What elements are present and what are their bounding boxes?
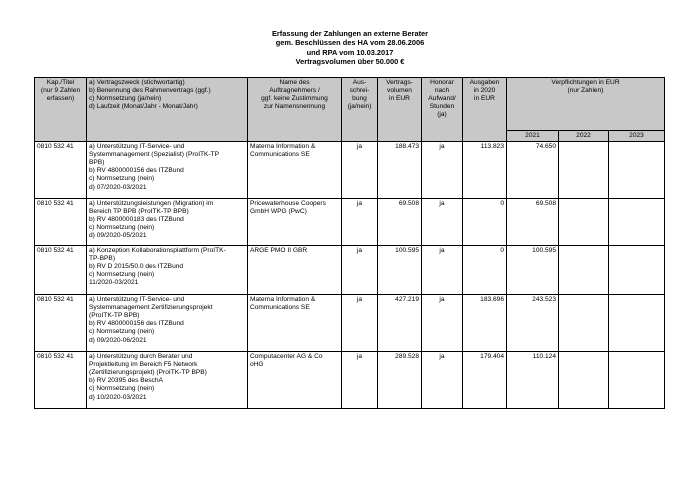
- vertragsvolumen-cell: 427.219: [378, 295, 422, 352]
- header-vertragsvolumen: [378, 78, 422, 142]
- header-line: schrei-: [349, 87, 370, 95]
- description-line: Bereich TP BPB (ProITK-TP BPB): [89, 208, 189, 216]
- header-line: ggf. keine Zustimmung: [261, 95, 328, 103]
- auftragnehmer-cell: [248, 352, 342, 409]
- verpflichtung-2022-cell: [559, 199, 609, 246]
- verpflichtung-2022-cell: [559, 142, 609, 199]
- header-line: Kap./Titel: [46, 79, 75, 86]
- description-line: a) Konzeption Kollaborationsplattform (ProITK-: [89, 247, 226, 255]
- payments-table: [34, 77, 665, 409]
- header-zweck-a: a) Vertragszweck: [89, 79, 140, 86]
- ausgaben-2020-cell: 179.404: [463, 352, 507, 409]
- header-line: Honorar: [430, 79, 454, 86]
- description-line: d) 07/2020-03/2021: [89, 183, 147, 191]
- description-line: (ProITK-TP BPB): [89, 312, 140, 320]
- header-line: in EUR: [389, 95, 410, 103]
- auftragnehmer-line: Materna Information &: [250, 143, 316, 151]
- honorar-cell: ja: [422, 352, 463, 409]
- description-line: d) 09/2020-06/2021: [89, 336, 147, 344]
- table-row: [35, 199, 665, 246]
- header-line: in EUR: [474, 95, 495, 103]
- header-line: (nur 9 Zahlen: [40, 87, 81, 95]
- header-line: Aufwand/: [428, 95, 456, 103]
- vertragszweck-cell: [87, 295, 248, 352]
- description-line: a) Unterstützung durch Berater und: [89, 353, 193, 361]
- description-line: c) Normsetzung (nein): [89, 271, 155, 279]
- verpflichtung-2023-cell: [609, 352, 665, 409]
- auftragnehmer-line: oHG: [250, 361, 264, 369]
- title-line: Erfassung der Zahlungen an externe Berater: [271, 29, 429, 38]
- vertragszweck-cell: [87, 246, 248, 295]
- header-line: Ausgaben: [469, 79, 500, 86]
- vertragszweck-cell: [87, 142, 248, 199]
- header-ausgaben-2020: [463, 78, 507, 142]
- honorar-cell: ja: [422, 295, 463, 352]
- auftragnehmer-cell: [248, 142, 342, 199]
- header-zweck-d: d) Laufzeit (Monat/Jahr - Monat/Jahr): [89, 103, 198, 111]
- verpflichtung-2022-cell: [559, 295, 609, 352]
- header-line: Name des: [279, 79, 310, 86]
- description-line: b) RV 20395 des BeschA: [89, 377, 163, 385]
- description-line: 11/2020-03/2021: [89, 279, 139, 287]
- vertragsvolumen-cell: 289.528: [378, 352, 422, 409]
- ausschreibung-cell: ja: [342, 246, 378, 295]
- header-zweck-c: c) Normsetzung: [89, 95, 136, 103]
- header-line: Aus-: [352, 79, 367, 86]
- header-zweck-b-note: (ggf.): [193, 87, 211, 95]
- kap-titel-cell: 0810 532 41: [35, 352, 87, 409]
- header-auftragnehmer: [248, 78, 342, 142]
- header-line: (nur Zahlen): [567, 87, 604, 95]
- header-honorar: [422, 78, 463, 142]
- auftragnehmer-cell: [248, 246, 342, 295]
- auftragnehmer-line: Materna Information &: [250, 296, 316, 304]
- auftragnehmer-line: ARGE PMO II GBR: [250, 247, 308, 255]
- honorar-cell: ja: [422, 199, 463, 246]
- header-kap-titel: [35, 78, 87, 142]
- description-line: a) Unterstützung IT-Service- und: [89, 143, 185, 151]
- title-line: und RPA vom 10.03.2017: [306, 47, 394, 57]
- verpflichtung-2021-cell: 243.523: [507, 295, 559, 352]
- header-line: in 2020: [473, 87, 496, 95]
- verpflichtung-2023-cell: [609, 246, 665, 295]
- title-line: gem. Beschlüssen des HA vom 28.06.2006: [275, 38, 425, 48]
- title-line: Vertragsvolumen über 50.000 €: [295, 56, 405, 66]
- description-line: b) RV 4800000156 des ITZBund: [89, 320, 184, 328]
- ausgaben-2020-cell: 183.696: [463, 295, 507, 352]
- header-line: (ja/nein): [347, 103, 372, 111]
- header-year-2022: 2022: [559, 131, 609, 142]
- description-line: (Zertifizierungsprojekt) (ProITK-TP BPB): [89, 369, 207, 377]
- verpflichtung-2022-cell: [559, 246, 609, 295]
- honorar-cell: ja: [422, 142, 463, 199]
- vertragsvolumen-cell: 100.595: [378, 246, 422, 295]
- table-body: [35, 142, 665, 409]
- auftragnehmer-line: GmbH WPG (PwC): [250, 208, 307, 216]
- table-row: [35, 295, 665, 352]
- verpflichtung-2022-cell: [559, 352, 609, 409]
- vertragsvolumen-cell: 69.508: [378, 199, 422, 246]
- header-year-2023: 2023: [609, 131, 665, 142]
- verpflichtung-2021-cell: 69.508: [507, 199, 559, 246]
- header-line: zur Namensnennung: [263, 103, 326, 111]
- table-row: [35, 246, 665, 295]
- vertragszweck-cell: [87, 199, 248, 246]
- ausschreibung-cell: ja: [342, 142, 378, 199]
- description-line: c) Normsetzung (nein): [89, 224, 155, 232]
- auftragnehmer-line: Pricewaterhouse Coopers: [250, 200, 326, 208]
- ausgaben-2020-cell: 113.823: [463, 142, 507, 199]
- header-line: erfassen): [46, 95, 75, 103]
- verpflichtung-2021-cell: 100.595: [507, 246, 559, 295]
- description-line: c) Normsetzung (nein): [89, 385, 155, 393]
- vertragszweck-cell: [87, 352, 248, 409]
- verpflichtung-2021-cell: 110.124: [507, 352, 559, 409]
- kap-titel-cell: 0810 532 41: [35, 295, 87, 352]
- verpflichtung-2021-cell: 74.650: [507, 142, 559, 199]
- header-line: volumen: [387, 87, 412, 95]
- ausschreibung-cell: ja: [342, 199, 378, 246]
- description-line: TP-BPB): [89, 255, 116, 263]
- honorar-cell: ja: [422, 246, 463, 295]
- description-line: Systemmanagement Zertifizierungsprojekt: [89, 304, 213, 312]
- header-line: Verpflichtungen in EUR: [551, 79, 620, 86]
- kap-titel-cell: 0810 532 41: [35, 142, 87, 199]
- ausschreibung-cell: ja: [342, 295, 378, 352]
- verpflichtung-2023-cell: [609, 295, 665, 352]
- description-line: c) Normsetzung (nein): [89, 328, 155, 336]
- auftragnehmer-cell: [248, 295, 342, 352]
- description-line: b) RV D 2015/50.0 des ITZBund: [89, 263, 184, 271]
- table-row: [35, 142, 665, 199]
- description-line: d) 10/2020-03/2021: [89, 393, 147, 401]
- kap-titel-cell: 0810 532 41: [35, 246, 87, 295]
- vertragsvolumen-cell: 188.473: [378, 142, 422, 199]
- header-line: bung: [352, 95, 367, 103]
- verpflichtung-2023-cell: [609, 199, 665, 246]
- description-line: d) 09/2020-05/2021: [89, 232, 147, 240]
- auftragnehmer-line: Communications SE: [250, 151, 310, 159]
- description-line: Projektleitung im Bereich F5 Network: [89, 361, 198, 369]
- kap-titel-cell: 0810 532 41: [35, 199, 87, 246]
- description-line: a) Unterstützungsleistungen (Migration) im: [89, 200, 214, 208]
- header-ausschreibung: [342, 78, 378, 142]
- header-line: Stunden: [429, 103, 455, 111]
- header-line: nach: [434, 87, 450, 95]
- auftragnehmer-line: Computacenter AG & Co: [250, 353, 323, 361]
- header-year-2021: 2021: [507, 131, 559, 142]
- table-row: [35, 352, 665, 409]
- page-title: [0, 29, 700, 66]
- header-line: Auftragnehmers /: [269, 87, 320, 95]
- ausgaben-2020-cell: 0: [463, 199, 507, 246]
- header-zweck-a-note: (stichwortartig): [139, 79, 185, 86]
- header-zweck-c-note: (ja/nein): [135, 95, 162, 103]
- header-zweck-b: b) Benennung des Rahmenvertrags: [89, 87, 194, 95]
- auftragnehmer-cell: [248, 199, 342, 246]
- description-line: b) RV 4800000183 des ITZBund: [89, 216, 184, 224]
- header-line: Vertrags-: [386, 79, 413, 86]
- description-line: b) RV 4800000156 des ITZBund: [89, 167, 184, 175]
- header-line: (ja): [437, 111, 447, 119]
- ausgaben-2020-cell: 0: [463, 246, 507, 295]
- description-line: Systemmanagement (Spezialist) (ProITK-TP: [89, 151, 220, 159]
- description-line: a) Unterstützung IT-Service- und: [89, 296, 185, 304]
- description-line: BPB): [89, 159, 105, 167]
- header-verpflichtungen: [507, 78, 665, 131]
- verpflichtung-2023-cell: [609, 142, 665, 199]
- header-vertragszweck: [87, 78, 248, 142]
- description-line: c) Normsetzung (nein): [89, 175, 155, 183]
- ausschreibung-cell: ja: [342, 352, 378, 409]
- auftragnehmer-line: Communications SE: [250, 304, 310, 312]
